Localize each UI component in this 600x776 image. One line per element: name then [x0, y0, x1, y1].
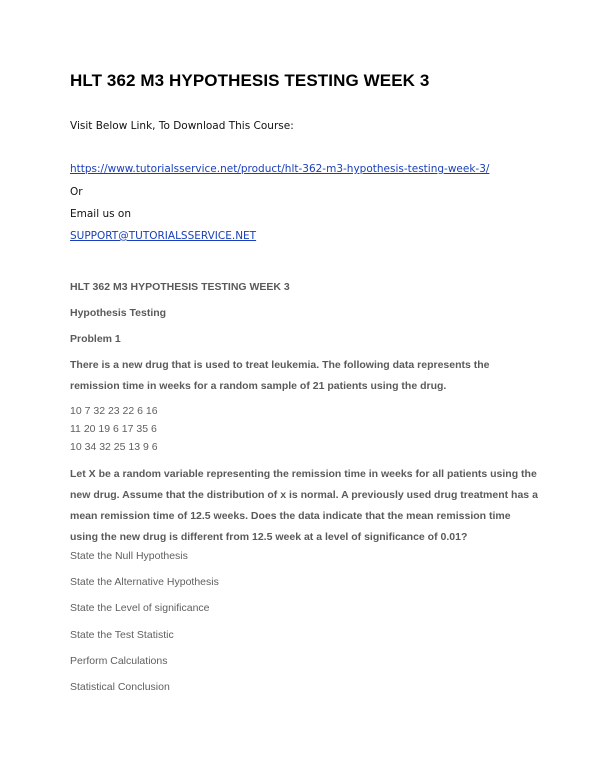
question-text: Let X be a random variable representing the remission time in weeks for all patients using the new drug. Assume that the distribution of x is normal. A previously used drug treatment has a mean remission time of 12.5 weeks. Does the data indicate that the mean remission time using the new drug is different from 12.5 week at a level of significance of 0.01? [70, 468, 538, 543]
content-heading: HLT 362 M3 HYPOTHESIS TESTING WEEK 3 [70, 281, 290, 293]
document-title: HLT 362 M3 HYPOTHESIS TESTING WEEK 3 [70, 71, 430, 90]
problem-label: Problem 1 [70, 333, 121, 345]
step-statistical-conclusion: Statistical Conclusion [70, 681, 170, 693]
step-alternative-hypothesis: State the Alternative Hypothesis [70, 576, 219, 588]
step-null-hypothesis: State the Null Hypothesis [70, 550, 188, 562]
or-text: Or [70, 186, 83, 198]
download-intro: Visit Below Link, To Download This Course: [70, 120, 294, 132]
data-row-2: 11 20 19 6 17 35 6 [70, 423, 157, 435]
step-perform-calculations: Perform Calculations [70, 655, 168, 667]
problem-text: There is a new drug that is used to treat leukemia. The following data represents the remission time in weeks for a random sample of 21 patients using the drug. [70, 359, 490, 392]
course-link[interactable]: https://www.tutorialsservice.net/product/hlt-362-m3-hypothesis-testing-week-3/ [70, 163, 490, 175]
step-test-statistic: State the Test Statistic [70, 629, 174, 641]
data-row-3: 10 34 32 25 13 9 6 [70, 441, 158, 453]
data-row-1: 10 7 32 23 22 6 16 [70, 405, 158, 417]
step-level-of-significance: State the Level of significance [70, 602, 210, 614]
section-heading: Hypothesis Testing [70, 307, 167, 319]
email-label: Email us on [70, 208, 132, 220]
support-email-link[interactable]: SUPPORT@TUTORIALSSERVICE.NET [70, 230, 257, 242]
